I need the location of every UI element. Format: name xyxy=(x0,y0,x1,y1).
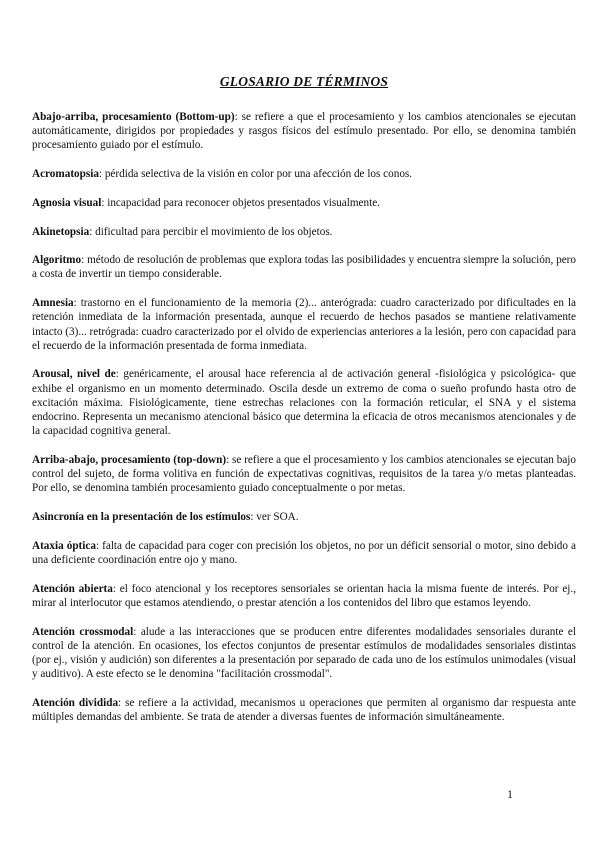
glossary-entry-arriba-abajo xyxy=(32,453,576,496)
glossary-entry-amnesia xyxy=(32,296,576,353)
glossary-definition: : trastorno en el funcionamiento de la memoria (2)... anterógrada: cuadro caracterizado por dificultades en la retención inmediata de la información presentada, aunque el recuerdo de hechos pasados se mantiene relativamente intacto (3)... retrógrada: cuadro caracterizado por el olvido de experiencias anteriores a la lesión, pero con capacidad para el recuerdo de la información presentada de forma inmediata. xyxy=(32,297,576,352)
glossary-entry-abajo-arriba xyxy=(32,110,576,153)
glossary-definition: : genéricamente, el arousal hace referencia al de activación general -fisiológica y psicológica- que exhibe el organismo en un momento determinado. Oscila desde un extremo de coma o sueño profundo hasta otro de excitación máxima. Fisiológicamente, tiene estrechas relaciones con la formación reticular, el SNA y el sistema endocrino. Representa un mecanismo atencional básico que determina la eficacia de otros mecanismos atencionales y de la capacidad cognitiva general. xyxy=(32,368,577,438)
glossary-definition: : alude a las interacciones que se producen entre diferentes modalidades sensoriales durante el control de la atención. En ocasiones, los efectos conjuntos de presentar estímulos de modalidades sensoriales distintas (por ej., visión y audición) son diferentes a la presentación por separado de cada uno de los estímulos unimodales (visual y auditivo). A este efecto se le denomina "facilitación crossmodal". xyxy=(32,625,576,681)
glossary-term: Amnesia xyxy=(32,297,74,310)
glossary-definition: : pérdida selectiva de la visión en color por una afección de los conos. xyxy=(98,168,413,181)
page-number: 1 xyxy=(507,787,513,801)
glossary-entry-akinetopsia xyxy=(32,225,576,239)
glossary-definition: : método de resolución de problemas que explora todas las posibilidades y encuentra siempre la solución, pero a costa de invertir un tiempo considerable. xyxy=(32,254,576,281)
glossary-term: Arriba-abajo, procesamiento (top-down) xyxy=(32,453,227,466)
glossary-definition: : incapacidad para reconocer objetos presentados visualmente. xyxy=(101,196,380,209)
glossary-term: Algoritmo xyxy=(32,254,82,267)
glossary-term: Ataxia óptica xyxy=(32,539,96,552)
glossary-definition: : dificultad para percibir el movimiento de los objetos. xyxy=(89,225,333,238)
glossary-entry-algoritmo xyxy=(32,253,576,281)
glossary-definition: : se refiere a que el procesamiento y los cambios atencionales se ejecutan bajo control del sujeto, de forma volitiva en función de expectativas cognitivas, requisitos de la tarea y/o metas planteadas. Por ello, se denomina también procesamiento guiado conceptualmente o por metas. xyxy=(32,453,576,495)
page-title: GLOSARIO DE TÉRMINOS xyxy=(219,74,389,89)
glossary-entry-atencion-crossmodal xyxy=(32,625,576,682)
glossary-term: Atención abierta xyxy=(32,582,113,595)
glossary-entry-acromatopsia xyxy=(32,167,576,181)
glossary-entry-asincronia xyxy=(32,510,576,524)
glossary-entry-atencion-dividida xyxy=(32,696,576,724)
glossary-term: Atención crossmodal xyxy=(32,625,134,638)
glossary-term: Atención dividida xyxy=(32,696,119,709)
glossary-definition: : se refiere a que el procesamiento y los cambios atencionales se ejecutan automáticamente, dirigidos por propiedades y rasgos físicos del estímulo presentado. Por ello, se denomina también procesamiento guiado por el estímulo. xyxy=(32,111,577,152)
glossary-term: Asincronía en la presentación de los estímulos xyxy=(32,511,251,524)
glossary-term: Abajo-arriba, procesamiento (Bottom-up) xyxy=(32,111,235,123)
glossary-definition: : se refiere a la actividad, mecanismos u operaciones que permiten al organismo dar respuesta ante múltiples demandas del ambiente. Se trata de atender a diversas fuentes de información simultáneamente. xyxy=(32,696,576,724)
glossary-term: Acromatopsia xyxy=(32,168,99,181)
glossary-term: Arousal, nivel de xyxy=(32,368,116,381)
glossary-definition: : el foco atencional y los receptores sensoriales se orientan hacia la misma fuente de interés. Por ej., mirar al interlocutor que estamos atendiendo, o prestar atención a los contenidos del libro que estamos leyendo. xyxy=(32,582,576,609)
glossary-definition: : falta de capacidad para coger con precisión los objetos, no por un déficit sensorial o motor, sino debido a una deficiente coordinación entre ojo y mano. xyxy=(32,539,577,566)
glossary-entry-ataxia-optica xyxy=(32,539,576,567)
glossary-term: Akinetopsia xyxy=(32,225,90,238)
glossary-definition: : ver SOA. xyxy=(250,511,299,524)
glossary-term: Agnosia visual xyxy=(32,196,102,209)
glossary-entry-atencion-abierta xyxy=(32,582,576,610)
glossary-entry-arousal xyxy=(32,367,576,438)
glossary-entry-agnosia-visual xyxy=(32,196,576,210)
